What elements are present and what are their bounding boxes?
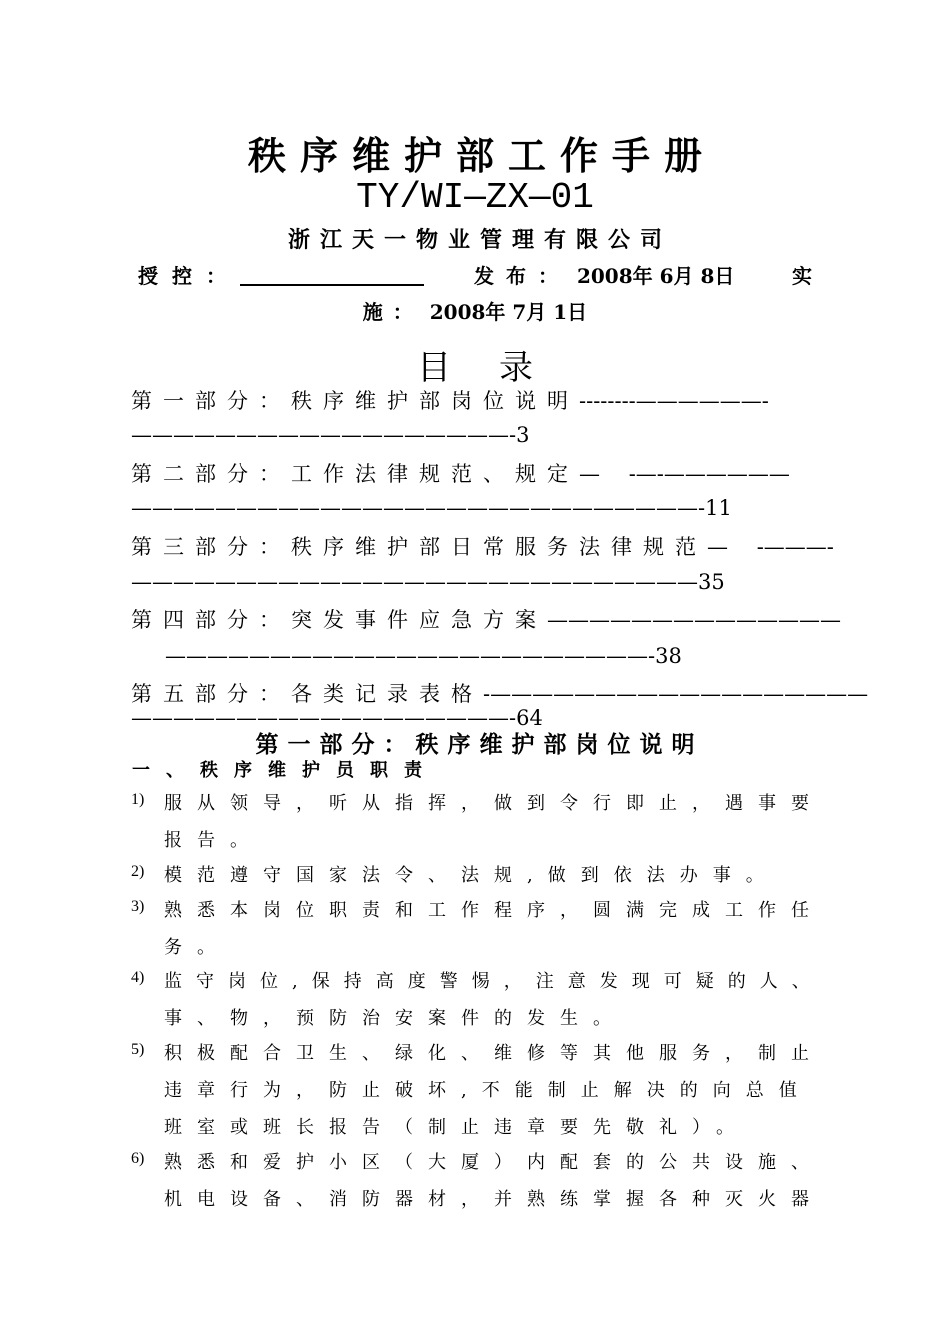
list-item-number: 3) — [131, 898, 145, 915]
section-title: 第一部分：秩序维护部岗位说明 — [255, 731, 704, 758]
toc-entry-1-cont — [131, 423, 529, 447]
toc-entry-label: 第五部分：各类记录表格 — [131, 682, 483, 706]
toc-entry-5[interactable] — [131, 678, 868, 708]
list-item-line: 监守岗位,保持高度警惕，注意发现可疑的人、 — [164, 971, 824, 992]
toc-leader-page: ———————————————————————————35 — [131, 570, 725, 594]
toc-leader-page: ——————————————————-3 — [131, 423, 530, 447]
publish-date: 2008年 6月 8日 — [576, 264, 735, 288]
toc-entry-label: 第三部分：秩序维护部日常服务法律规范— — [131, 535, 757, 559]
toc-entry-4[interactable] — [131, 604, 841, 634]
list-item-line: 机电设备、消防器材，并熟练掌握各种灭火器 — [164, 1189, 824, 1210]
list-item-number: 4) — [131, 969, 145, 986]
list-item-number: 1) — [131, 791, 145, 808]
toc-title: 目录 — [417, 348, 581, 388]
toc-leader-page: ———————————————————————————-11 — [131, 496, 732, 520]
toc-entry-label: 第二部分：工作法律规范、规定— — [131, 462, 629, 486]
authorization-label: 授控： — [138, 264, 240, 288]
list-item-number: 5) — [131, 1041, 145, 1058]
toc-entry-2[interactable] — [131, 458, 790, 488]
publish-label: 发布： — [474, 264, 570, 288]
toc-entry-label: 第一部分：秩序维护部岗位说明 — [131, 389, 579, 413]
list-item-line: 熟悉和爱护小区（大厦）内配套的公共设施、 — [164, 1152, 824, 1173]
toc-leader-page: ———————————————————————-38 — [165, 644, 682, 668]
toc-leader: -———- — [756, 535, 834, 559]
list-item-line: 班室或班长报告（制止违章要先敬礼）。 — [164, 1117, 749, 1138]
list-item-line: 熟悉本岗位职责和工作程序，圆满完成工作任 — [164, 900, 824, 921]
list-item-line: 报告。 — [164, 830, 263, 851]
implement-date: 2008年 7月 1日 — [429, 300, 588, 324]
toc-entry-3-cont — [131, 570, 725, 594]
toc-entry-3[interactable] — [131, 531, 834, 561]
implement-label-start: 实 — [792, 264, 812, 288]
authorization-row — [138, 260, 818, 290]
document-title: 秩序维护部工作手册 — [247, 133, 716, 178]
document-code: TY/WI—ZX—01 — [356, 177, 594, 218]
list-item-line: 积极配合卫生、绿化、维修等其他服务，制止 — [164, 1043, 824, 1064]
implement-row — [0, 296, 950, 325]
list-item-line: 务。 — [164, 937, 230, 958]
authorization-blank-line — [240, 284, 424, 286]
toc-leader: —————————————— — [547, 608, 841, 632]
toc-entry-label: 第四部分：突发事件应急方案 — [131, 608, 547, 632]
toc-leader: -—-—————— — [628, 462, 790, 486]
list-item-line: 事、物，预防治安案件的发生。 — [164, 1008, 626, 1029]
toc-entry-1[interactable] — [131, 385, 769, 415]
toc-leader: --------——————- — [579, 389, 769, 413]
list-item-number: 6) — [131, 1150, 145, 1167]
toc-leader-page: ——————————————————-64 — [131, 706, 543, 730]
list-item-line: 模范遵守国家法令、法规,做到依法办事。 — [164, 865, 779, 886]
list-item-number: 2) — [131, 863, 145, 880]
toc-entry-4-cont — [165, 644, 682, 668]
company-name: 浙江天一物业管理有限公司 — [287, 227, 672, 253]
toc-leader: -—————————————————— — [483, 682, 869, 706]
toc-entry-2-cont — [131, 496, 732, 520]
list-item-line: 违章行为，防止破坏,不能制止解决的向总值 — [164, 1080, 812, 1101]
implement-label: 施： — [362, 300, 423, 324]
publish-info — [474, 260, 734, 289]
section-subtitle: 一、秩序维护员职责 — [132, 760, 438, 781]
list-item-line: 服从领导，听从指挥，做到令行即止，遇事要 — [164, 793, 824, 814]
